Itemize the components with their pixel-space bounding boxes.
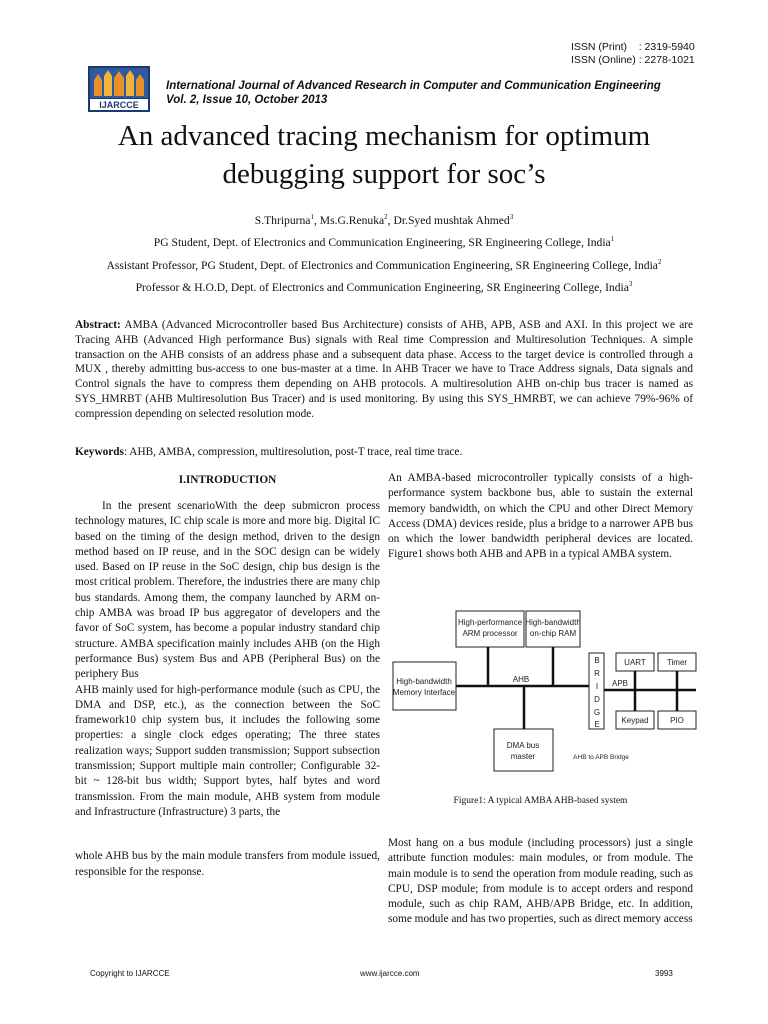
bridge-letter: D [594,695,600,704]
dma-label-1: DMA bus [506,741,540,750]
timer-label: Timer [666,658,688,667]
bridge-letter: G [593,708,601,717]
affiliation-sup: 1 [610,235,615,244]
issn-print-label: ISSN (Print) [571,41,628,53]
authors [60,214,708,228]
keypad-label: Keypad [621,716,649,725]
uart-label: UART [624,658,646,667]
right-column-bottom [388,836,693,928]
affiliation-text: Professor & H.O.D, Dept. of Electronics and Communication Engineering, SR Engineering College, India [135,281,629,294]
ram-label-2: on-chip RAM [529,629,577,638]
memory-label-2: Memory Interface [392,688,456,697]
issn-print-value: : 2319-5940 [638,41,695,53]
paragraph: whole AHB bus by the main module transfers from module issued, responsible for the response. [75,850,380,878]
ahb-label: AHB [512,675,530,684]
journal-volume: Vol. 2, Issue 10, October 2013 [166,94,328,106]
section-heading-introduction: I.INTRODUCTION [178,474,277,486]
abstract [75,318,693,422]
bridge-letter: B [594,656,600,665]
author-3: , Dr.Syed mushtak Ahmed [387,214,510,227]
bridge-caption-label: AHB to APB Bridge [573,754,629,761]
affiliation-text: PG Student, Dept. of Electronics and Communication Engineering, SR Engineering College, India [153,236,611,249]
memory-label-1: High-bandwidth [396,677,452,686]
author-1: S.Thripurna [254,214,311,227]
cpu-label-2: ARM processor [462,629,518,638]
affiliation-1 [60,236,708,250]
figure-amba-diagram [390,598,706,776]
amba-diagram-svg [390,598,706,776]
keywords [75,445,693,459]
keywords-text: : AHB, AMBA, compression, multiresolution, post-T trace, real time trace. [123,446,463,458]
author-2: , Ms.G.Renuka [313,214,385,227]
journal-logo [88,66,150,112]
affiliation-3 [60,281,708,295]
bridge-letter: R [594,669,600,678]
page-footer [90,968,690,980]
paragraph: AHB mainly used for high-performance module (such as CPU, the DMA and DSP, etc.), as the connection between the SoC framework10 chip system bus, it includes the following some properties: a single clock edges operating; The three states realization ways; Support sudden transmission; Support subsection transmission; Support multiple main controller; Configurable 32-bit ~ 128-bit bus width; Support bytes, half bytes and word transmission. From the main module, AHB system from module and Infrastructure (Infrastructure) 3 parts, the [75,683,380,818]
ram-label-1: High-bandwidth [525,618,581,627]
footer-website: www.ijarcce.com [360,969,420,978]
affiliation-2 [60,259,708,273]
dma-box [494,729,553,771]
left-column [75,473,380,880]
title-line-1: An advanced tracing mechanism for optimum [117,120,651,152]
paragraph: In the present scenarioWith the deep submicron process technology matures, IC chip scale is more and more big. Digital IC based on the timing of the design method, driven to the design method based on IP reuse, and in the SOC design can be widely used. Based on IP reuse in the SoC design, chip bus design is the most critical problem. Therefore, the industries there are many chip bus standards. Among them, the company launched by ARM on-chip AMBA was broad IP bus aggregator of developers and the favor of SoC system, has become a popular industry standard chip structure. AMBA specification mainly includes AHB (on the High performance Bus) system Bus and APB (Peripheral Bus) on the periphery Bus [75,500,381,681]
author-1-sup: 1 [310,213,314,222]
paper-title [60,117,708,193]
author-3-sup: 3 [509,213,514,222]
apb-label: APB [611,679,629,688]
right-column-top [388,471,693,563]
pio-label: PIO [670,716,684,725]
affiliation-sup: 3 [628,280,633,289]
paragraph: Most hang on a bus module (including processors) just a single attribute function modules: main modules, or from module. The main module is to send the operation from module reading, such as CPU, DSP module; from module is to accept orders and respond module, such as chip RAM, AHB/APB Bridge, etc. In addition, some module and has two properties, such as direct memory access [388,837,693,926]
keywords-label: Keywords [75,446,124,458]
title-line-2: debugging support for soc’s [222,158,546,190]
figure-caption: Figure1: A typical AMBA AHB-based system [453,796,628,806]
cpu-label-1: High-performance [457,618,523,627]
footer-copyright: Copyright to IJARCCE [90,969,170,978]
journal-name: International Journal of Advanced Research in Computer and Communication Engineering [166,80,661,92]
memory-interface-box [393,662,456,710]
affiliation-text: Assistant Professor, PG Student, Dept. of Electronics and Communication Engineering, SR Engineering College, India [106,259,658,272]
issn-online-value: : 2278-1021 [638,54,695,66]
issn-block [571,41,695,67]
bridge-letter: E [594,720,600,729]
author-2-sup: 2 [384,213,388,222]
journal-header [166,79,661,107]
affiliation-sup: 2 [657,258,662,267]
issn-online-label: ISSN (Online) [571,54,636,66]
logo-text: IJARCCE [99,100,139,110]
abstract-text: AMBA (Advanced Microcontroller based Bus Architecture) consists of AHB, APB, ASB and AXI. In this project we are Tracing AHB (Advanced High performance Bus) signals with Real time Compression and Multiresolution Techniques. A simple transaction on the AHB consists of an address phase and a subsequent data phase. Access to the target device is controlled through a MUX , thereby admitting bus-access to one bus-master at a time. In AHB Tracer we have to Trace Address signals, Data signals and Control signals the have to compress them depending on AHB protocols. A multiresolution AHB on-chip bus tracer is named as SYS_HMRBT (AHB Multiresolution Bus Tracer) and is used monitoring. By using this SYS_HMRBT, we can achieve 79%-96% of compression depending on selected resolution mode. [75,319,693,420]
bridge-letter: I [595,682,599,691]
abstract-label: Abstract: [75,319,121,331]
paragraph: An AMBA-based microcontroller typically consists of a high-performance system backbone bus, able to sustain the external memory bandwidth, on which the CPU and other Direct Memory Access (DMA) devices reside, plus a bridge to a narrower APB bus on which the lower bandwidth peripheral devices are located. Figure1 shows both AHB and APB in a typical AMBA system. [388,472,693,561]
footer-page-number: 3993 [655,969,673,978]
dma-label-2: master [510,752,536,761]
